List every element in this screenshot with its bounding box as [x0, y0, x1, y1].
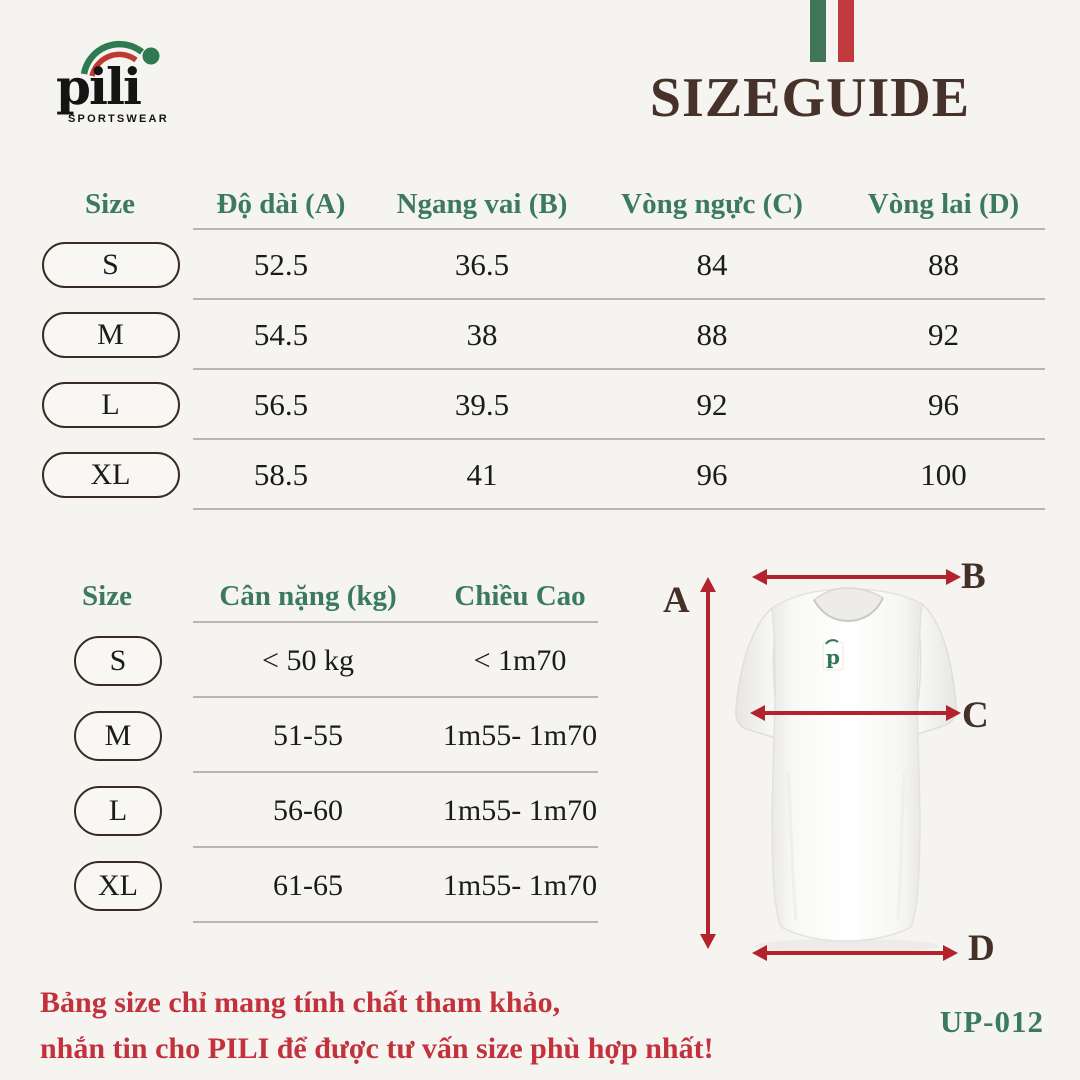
hem-value: 92 — [928, 317, 959, 352]
brand-logo — [56, 38, 186, 125]
arrow-length-a — [706, 590, 710, 936]
chest-value: 84 — [696, 247, 728, 282]
length-value: 52.5 — [253, 247, 309, 282]
arrow-hem-d — [765, 951, 945, 955]
size-badge: XL — [74, 861, 162, 911]
col-header-shoulder: Ngang vai (B) — [396, 187, 568, 220]
tshirt-illustration — [688, 582, 1006, 960]
flag-stripe-green — [810, 0, 826, 62]
col-header-height: Chiều Cao — [454, 580, 586, 612]
size-badge: S — [74, 636, 162, 686]
shoulder-value: 41 — [466, 457, 498, 492]
weight-value: 56-60 — [273, 793, 343, 827]
shoulder-value: 38 — [466, 317, 498, 352]
measurement-table — [40, 178, 1045, 510]
table-row — [40, 623, 598, 698]
col-header-size: Size — [82, 580, 132, 612]
table-row — [40, 698, 598, 773]
length-value: 54.5 — [253, 317, 309, 352]
weight-value: 51-55 — [273, 718, 343, 752]
height-value: 1m55- 1m70 — [442, 793, 598, 827]
table-row — [40, 230, 1045, 300]
arrow-chest-c — [763, 711, 948, 715]
length-value: 56.5 — [253, 387, 309, 422]
shoulder-value: 36.5 — [454, 247, 510, 282]
hem-value: 88 — [928, 247, 959, 282]
dim-label-d: D — [968, 928, 995, 969]
size-badge: L — [42, 382, 180, 428]
table-row — [40, 773, 598, 848]
size-badge: M — [42, 312, 180, 358]
hem-value: 100 — [920, 457, 967, 492]
shoulder-value: 39.5 — [454, 387, 510, 422]
flag-stripe-red — [838, 0, 854, 62]
fit-table — [40, 570, 598, 923]
fit-table-header — [40, 570, 598, 623]
height-value: < 1m70 — [473, 643, 567, 677]
col-header-chest: Vòng ngực (C) — [621, 187, 803, 220]
tshirt-image — [688, 582, 1006, 960]
size-badge: L — [74, 786, 162, 836]
col-header-size: Size — [85, 187, 135, 220]
measurement-table-header — [40, 178, 1045, 230]
dim-label-b: B — [961, 556, 986, 597]
weight-value: < 50 kg — [262, 643, 354, 677]
col-header-weight: Cân nặng (kg) — [219, 580, 397, 612]
height-value: 1m55- 1m70 — [442, 868, 598, 902]
footer-note-line1: Bảng size chỉ mang tính chất tham khảo, — [40, 986, 561, 1019]
arrow-shoulder-b — [765, 575, 948, 579]
chest-value: 92 — [696, 387, 728, 422]
length-value: 58.5 — [253, 457, 309, 492]
weight-value: 61-65 — [273, 868, 343, 902]
product-code: UP-012 — [939, 1004, 1044, 1039]
dim-label-c: C — [962, 695, 989, 736]
size-badge: XL — [42, 452, 180, 498]
table-row — [40, 848, 598, 923]
page-title: SIZEGUIDE — [649, 67, 971, 129]
chest-value: 96 — [696, 457, 728, 492]
size-badge: S — [42, 242, 180, 288]
dim-label-a: A — [663, 580, 690, 621]
chest-value: 88 — [696, 317, 728, 352]
brand-tagline: SPORTSWEAR — [68, 113, 169, 125]
hem-value: 96 — [928, 387, 959, 422]
shirt-chest-logo: p — [826, 645, 840, 669]
height-value: 1m55- 1m70 — [442, 718, 598, 752]
table-row — [40, 370, 1045, 440]
col-header-hem: Vòng lai (D) — [867, 187, 1020, 220]
table-row — [40, 440, 1045, 510]
brand-name: pili — [56, 57, 140, 116]
table-row — [40, 300, 1045, 370]
footer-note-line2: nhắn tin cho PILI để được tư vấn size phù hợp nhất! — [40, 1032, 714, 1065]
size-badge: M — [74, 711, 162, 761]
col-header-length: Độ dài (A) — [216, 187, 346, 220]
